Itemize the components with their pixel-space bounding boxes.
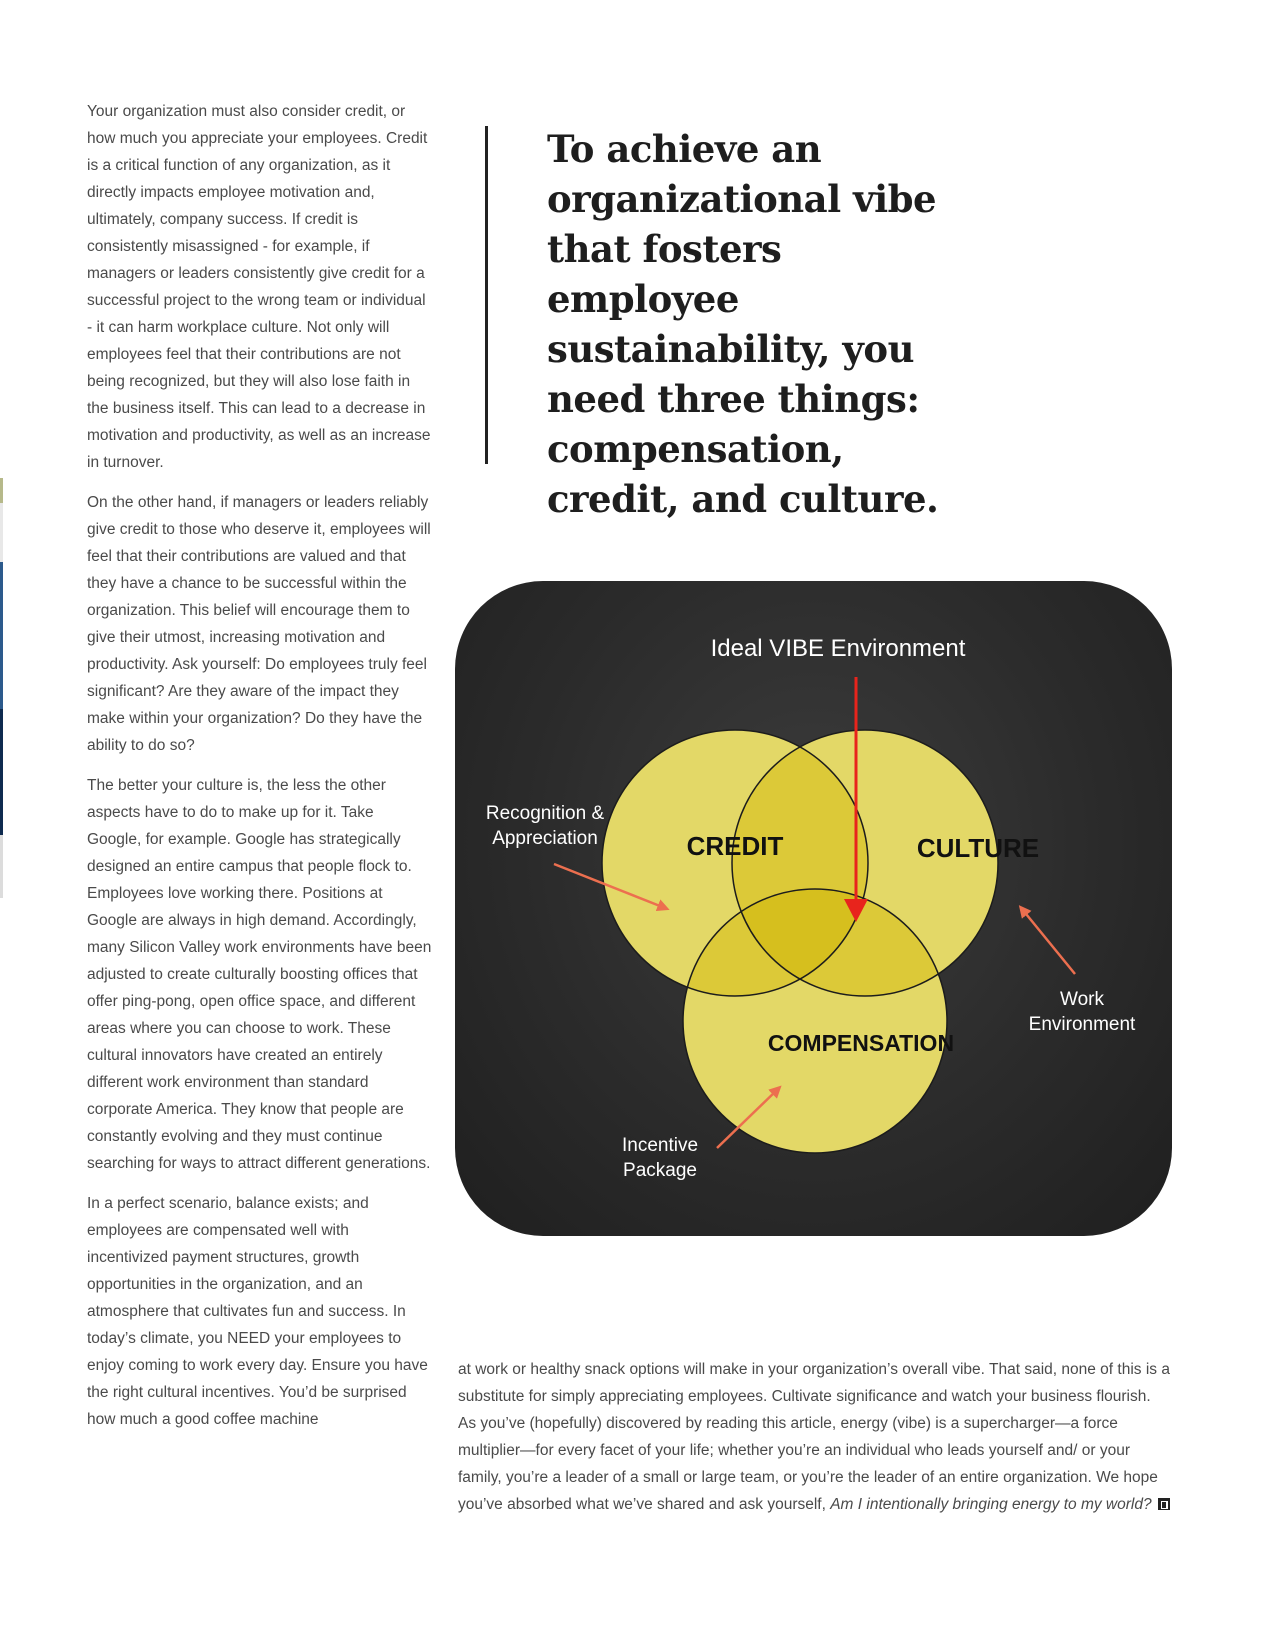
work-label-line2: Environment xyxy=(1028,1014,1136,1035)
pull-quote-rule xyxy=(485,126,488,464)
closing-paragraph: at work or healthy snack options will make in your organization’s overall vibe. That said, none of this is a substitute for simply appreciating employees. Cultivate significance and watch your business flourish. As you’ve (hopefully) discovered by reading this article, energy (vibe) is a supercharger—a force multiplier—for every facet of your life; whether you’re an individual who leads yourself and/ or your family, you’re a leader of a small or large team, or you’re the leader of an entire organization. We hope you’ve absorbed what we’ve shared and ask yourself, xyxy=(458,1361,1170,1513)
culture-label: CULTURE xyxy=(916,833,1040,863)
incentive-label-line1: Incentive xyxy=(621,1135,699,1156)
compensation-label: COMPENSATION xyxy=(767,1030,955,1056)
end-mark-icon xyxy=(1158,1498,1170,1510)
diagram-title: Ideal VIBE Environment xyxy=(710,635,966,662)
work-arrow xyxy=(1022,909,1075,974)
closing-question: Am I intentionally bringing energy to my world? xyxy=(830,1496,1152,1513)
vibe-diagram xyxy=(455,581,1172,1236)
article-column-bottom xyxy=(458,1356,1170,1518)
paragraph-recognition: On the other hand, if managers or leaders reliably give credit to those who deserve it, employees will feel that their contributions are valued and that they have a chance to be successful within the organization. This belief will encourage them to give their utmost, increasing motivation and productivity. Ask yourself: Do employees truly feel significant? Are they aware of the impact they make within your organization? Do they have the ability to do so? xyxy=(87,494,431,754)
recognition-label-line2: Appreciation xyxy=(492,828,598,849)
pull-quote: To achieve an organizational vibe that fosters employee sustainability, you need three things: compensation, credit, and culture. xyxy=(547,127,939,521)
paragraph-culture: The better your culture is, the less the other aspects have to do to make up for it. Take Google, for example. Google has strategically designed an entire campus that people flock to. Employees love working there. Positions at Google are always in high demand. Accordingly, many Silicon Valley work environments have been adjusted to create culturally boosting offices that offer ping-pong, open office space, and different areas where you can choose to work. These cultural innovators have created an entirely different work environment than standard corporate America. They know that people are constantly evolving and they must continue searching for ways to attract different generations. xyxy=(87,777,432,1172)
recognition-label-line1: Recognition & xyxy=(485,803,605,824)
incentive-label-line2: Package xyxy=(623,1160,697,1181)
work-label-line1: Work xyxy=(1060,989,1104,1010)
paragraph-balance: In a perfect scenario, balance exists; and employees are compensated well with incentivized payment structures, growth opportunities in the organization, and an atmosphere that cultivates fun and success. In today’s climate, you NEED your employees to enjoy coming to work every day. Ensure you have the right cultural incentives. You’d be surprised how much a good coffee machine xyxy=(87,1195,428,1428)
paragraph-credit: Your organization must also consider credit, or how much you appreciate your employees. Credit is a critical function of any organization, as it directly impacts employee motivation and, ultimately, company success. If credit is consistently misassigned - for example, if managers or leaders consistently give credit for a successful project to the wrong team or individual - it can harm workplace culture. Not only will employees feel that their contributions are not being recognized, but they will also lose faith in the business itself. This can lead to a decrease in motivation and productivity, as well as an increase in turnover. xyxy=(87,103,431,471)
credit-label: CREDIT xyxy=(686,831,784,861)
article-column-left xyxy=(87,98,432,1446)
page-edge-strip xyxy=(0,478,3,898)
venn-diagram xyxy=(455,581,1172,1236)
